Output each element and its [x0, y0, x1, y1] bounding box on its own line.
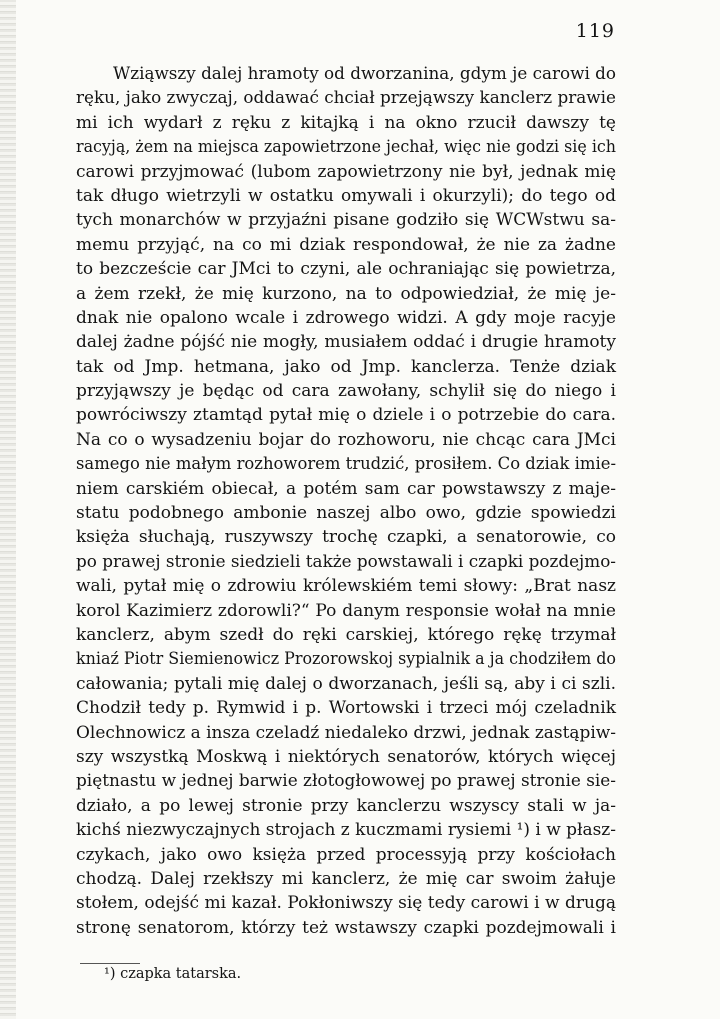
text-line: statu podobnego ambonie naszej albo owo, gdzie spowiedzi	[76, 503, 616, 524]
text-line: szy wszystką Moskwą i niektórych senatorów, których więcej	[76, 746, 616, 767]
text-line: kniaź Piotr Siemienowicz Prozorowskoj sypialnik a ja chodziłem do	[76, 649, 617, 670]
text-line: stronę senatorom, którzy też wstawszy czapki pozdejmowali i	[76, 917, 616, 938]
text-line: wali, pytał mię o zdrowiu królewskiém temi słowy: „Brat nasz	[76, 576, 616, 597]
text-line: memu przyjąć, na co mi dziak respondował, że nie za żadne	[76, 234, 616, 255]
text-line: samego nie małym rozhoworem trudzić, prosiłem. Co dziak imie-	[76, 454, 617, 475]
footnote: ¹) czapka tatarska.	[104, 966, 242, 982]
text-line: Olechnowicz a insza czeladź niedaleko drzwi, jednak zastąpiw-	[76, 722, 617, 743]
text-line: kichś niezwyczajnych strojach z kuczmami rysiemi ¹) i w płasz-	[76, 820, 616, 841]
text-line: Wziąwszy dalej hramoty od dworzanina, gdym je carowi do	[113, 64, 617, 84]
text-line: piętnastu w jednej barwie złotogłowowej po prawej stronie sie-	[76, 771, 617, 792]
text-line: po prawej stronie siedzieli także powstawali i czapki pozdejmo-	[76, 551, 616, 572]
scanned-page-edge	[0, 0, 16, 1019]
text-line: stołem, odejść mi kazał. Pokłoniwszy się tedy carowi i w drugą	[76, 893, 616, 914]
text-line: czykach, jako owo księża przed processyją przy kościołach	[76, 844, 616, 865]
text-line: przyjąwszy je będąc od cara zawołany, schylił się do niego i	[76, 381, 616, 402]
page-number: 119	[575, 20, 615, 42]
text-line: Chodził tedy p. Rymwid i p. Wortowski i trzeci mój czeladnik	[76, 698, 616, 719]
text-line: kanclerz, abym szedł do ręki carskiej, którego rękę trzymał	[76, 624, 616, 645]
text-line: mi ich wydarł z ręku z kitajką i na okno rzucił dawszy tę	[76, 112, 616, 133]
text-line: racyją, żem na miejsca zapowietrzone jechał, więc nie godzi się ich	[76, 137, 617, 158]
text-line: tak od Jmp. hetmana, jako od Jmp. kanclerza. Tenże dziak	[76, 356, 616, 377]
text-line: a żem rzekł, że mię kurzono, na to odpowiedział, że mię je-	[76, 283, 616, 304]
text-line: całowania; pytali mię dalej o dworzanach, jeśli są, aby i ci szli.	[76, 673, 616, 694]
text-line: dnak nie opalono wcale i zdrowego widzi. A gdy moje racyje	[76, 307, 616, 328]
text-line: działo, a po lewej stronie przy kanclerzu wszyscy stali w ja-	[76, 795, 616, 816]
body-text	[76, 62, 616, 940]
text-line: tych monarchów w przyjaźni pisane godziło się WCWstwu sa-	[76, 210, 616, 231]
text-line: to bezczeście car JMci to czyni, ale ochraniając się powietrza,	[76, 259, 616, 280]
text-line: ręku, jako zwyczaj, oddawać chciał przejąwszy kanclerz prawie	[76, 88, 616, 109]
text-line: carowi przyjmować (lubom zapowietrzony nie był, jednak mię	[76, 161, 616, 182]
text-line: powróciwszy ztamtąd pytał mię o dziele i o potrzebie do cara.	[76, 405, 616, 426]
text-line: księża słuchają, ruszywszy trochę czapki, a senatorowie, co	[76, 527, 616, 548]
text-line: Na co o wysadzeniu bojar do rozhoworu, nie chcąc cara JMci	[76, 429, 616, 450]
footnote-divider	[80, 963, 140, 964]
text-line: niem carskiém obiecał, a potém sam car powstawszy z maje-	[76, 478, 616, 499]
text-line: korol Kazimierz zdorowli?“ Po danym responsie wołał na mnie	[76, 600, 616, 621]
text-line: tak długo wietrzyli w ostatku omywali i okurzyli); do tego od	[76, 185, 616, 206]
text-line: dalej żadne pójść nie mogły, musiałem oddać i drugie hramoty	[76, 332, 616, 353]
text-line: chodzą. Dalej rzekłszy mi kanclerz, że mię car swoim żałuje	[76, 868, 616, 889]
